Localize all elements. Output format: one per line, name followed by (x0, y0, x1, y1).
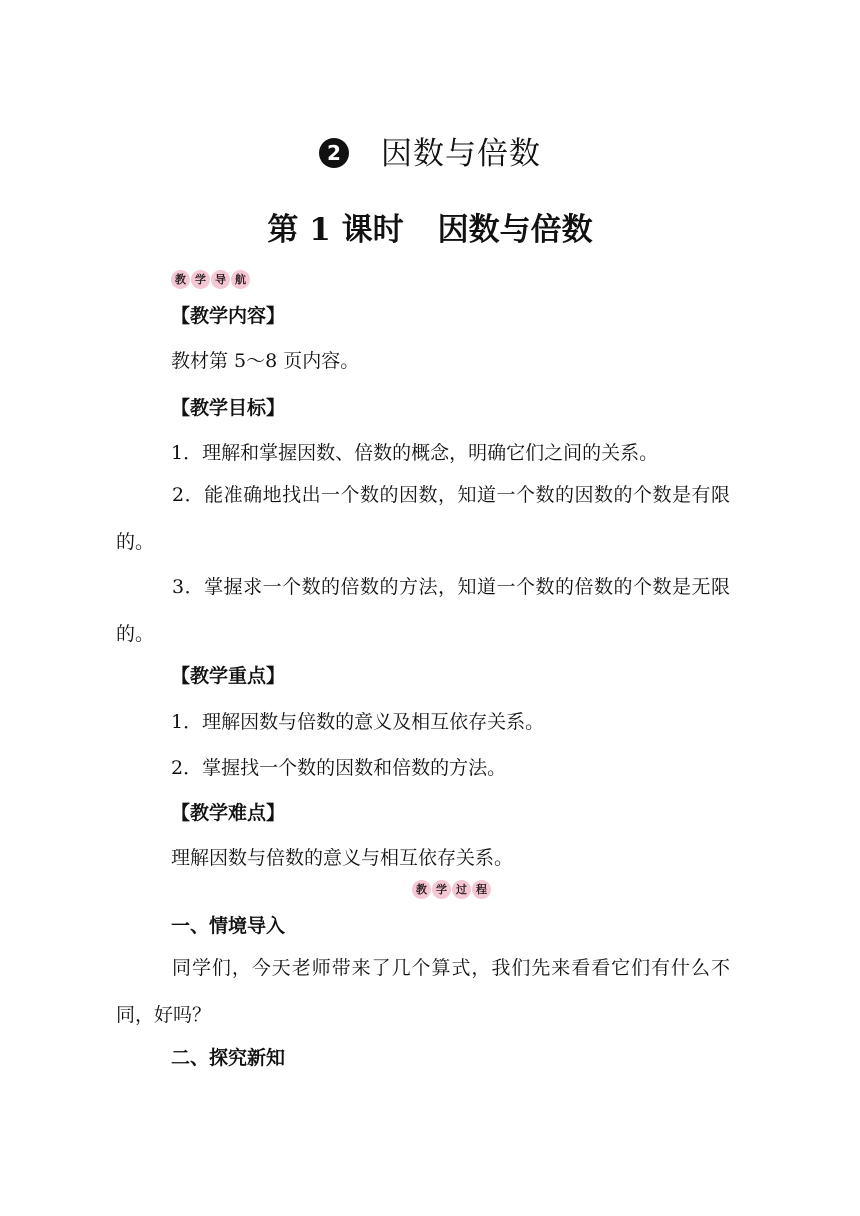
badge-char: 程 (472, 880, 491, 899)
badge-char: 学 (191, 270, 210, 289)
content-heading: 【教学内容】 (171, 305, 286, 327)
badge-char: 学 (432, 880, 451, 899)
lesson-title-text: 因数与倍数 (437, 212, 593, 248)
difficulty-heading: 【教学难点】 (171, 802, 286, 824)
goals-heading: 【教学目标】 (171, 397, 286, 419)
lesson-label: 第 1 课时 (267, 212, 404, 248)
intro-text: 同学们，今天老师带来了几个算式，我们先来看看它们有什么不同，好吗？ (116, 957, 730, 1026)
goal-item-1: 1．理解和掌握因数、倍数的概念，明确它们之间的关系。 (171, 442, 659, 464)
intro-heading: 一、情境导入 (171, 915, 286, 937)
difficulty-text: 理解因数与倍数的意义与相互依存关系。 (171, 847, 514, 869)
chapter-title-text: 因数与倍数 (381, 136, 541, 172)
goal-item-3: 3．掌握求一个数的倍数的方法，知道一个数的倍数的个数是无限的。 (116, 576, 730, 645)
goal-item-2: 2．能准确地找出一个数的因数，知道一个数的因数的个数是有限的。 (116, 484, 730, 553)
content-text: 教材第 5～8 页内容。 (171, 350, 360, 372)
badge-char: 导 (211, 270, 230, 289)
chapter-title (0, 132, 860, 176)
chapter-number-icon: 2 (319, 138, 349, 168)
explore-heading: 二、探究新知 (171, 1047, 286, 1069)
teaching-process-badge (412, 880, 491, 900)
badge-char: 教 (412, 880, 431, 899)
badge-char: 过 (452, 880, 471, 899)
lesson-title (0, 208, 860, 252)
badge-char: 航 (231, 270, 250, 289)
teaching-guide-badge (171, 270, 250, 290)
key-points-heading: 【教学重点】 (171, 665, 286, 687)
key-point-2: 2．掌握找一个数的因数和倍数的方法。 (171, 757, 507, 779)
badge-char: 教 (171, 270, 190, 289)
key-point-1: 1．理解因数与倍数的意义及相互依存关系。 (171, 711, 545, 733)
